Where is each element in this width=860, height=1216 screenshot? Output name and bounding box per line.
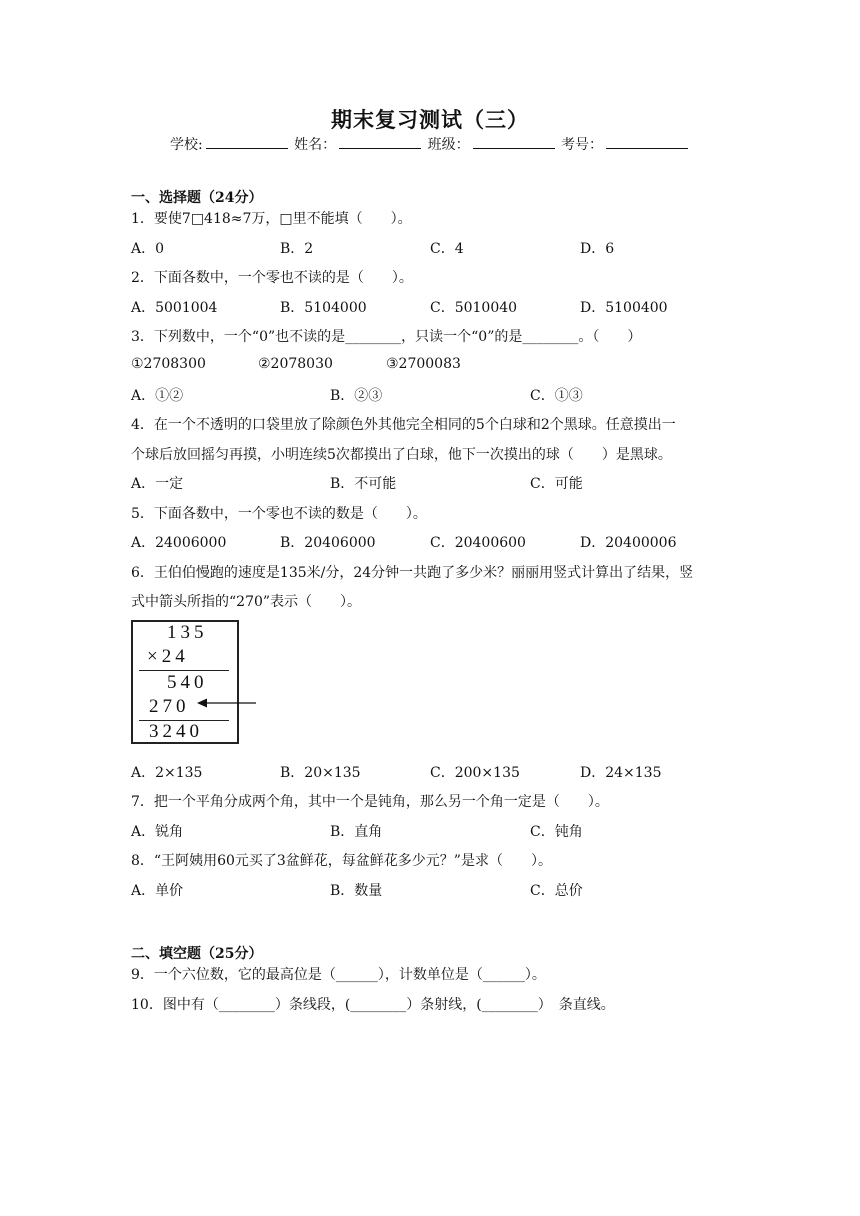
question-3-option-b[interactable]: B．②③ xyxy=(330,388,383,404)
question-7-option-c[interactable]: C．钝角 xyxy=(530,824,583,840)
question-3-option-c[interactable]: C．①③ xyxy=(530,388,583,404)
exam-number-label: 考号： xyxy=(561,137,604,153)
question-5-option-d[interactable]: D．20400006 xyxy=(580,535,677,551)
question-4-option-a[interactable]: A．一定 xyxy=(131,476,184,492)
calc-partial-product-2: 270 xyxy=(149,696,190,717)
arrow-icon xyxy=(196,695,258,711)
question-8-stem: 8．“王阿姨用60元买了3盆鲜花，每盆鲜花多少元？”是求（ ）。 xyxy=(131,853,552,869)
question-5-option-b[interactable]: B．20406000 xyxy=(280,535,376,551)
question-2-option-b[interactable]: B．5104000 xyxy=(280,300,367,316)
section-fill-title: 二、填空题（25分） xyxy=(131,946,263,962)
page-title: 期末复习测试（三） xyxy=(331,107,529,132)
student-info-row xyxy=(0,134,860,154)
name-label: 姓名： xyxy=(294,137,337,153)
question-1-option-d[interactable]: D．6 xyxy=(580,241,615,257)
question-8-option-c[interactable]: C．总价 xyxy=(530,883,583,899)
question-8-option-b[interactable]: B．数量 xyxy=(330,883,383,899)
question-2-option-c[interactable]: C．5010040 xyxy=(430,300,518,316)
question-3-stem: 3．下列数中，一个“0”也不读的是________，只读一个“0”的是________。（ ） xyxy=(131,329,642,345)
question-3-number-3: ③2700083 xyxy=(386,356,461,372)
question-2-option-a[interactable]: A．5001004 xyxy=(131,300,218,316)
question-5-option-a[interactable]: A．24006000 xyxy=(131,535,227,551)
question-7-option-b[interactable]: B．直角 xyxy=(330,824,383,840)
question-5-option-c[interactable]: C．20400600 xyxy=(430,535,526,551)
section-choice-title: 一、选择题（24分） xyxy=(131,190,263,206)
question-7-option-a[interactable]: A．锐角 xyxy=(131,824,184,840)
question-1-option-a[interactable]: A．0 xyxy=(131,241,165,257)
exam-number-blank[interactable] xyxy=(606,136,688,149)
question-3-number-1: ①2708300 xyxy=(131,356,206,372)
question-1-stem: 1．要使7□418≈7万，□里不能填（ ）。 xyxy=(131,211,412,227)
vertical-multiplication-figure xyxy=(131,620,239,744)
name-blank[interactable] xyxy=(339,136,421,149)
question-3-option-a[interactable]: A．①② xyxy=(131,388,184,404)
calc-multiplicand: 135 xyxy=(167,622,208,643)
question-10-stem: 10．图中有（________）条线段，(________）条射线，(________） 条直线。 xyxy=(131,997,615,1013)
question-1-option-c[interactable]: C．4 xyxy=(430,241,464,257)
question-4-stem-line-1: 4．在一个不透明的口袋里放了除颜色外其他完全相同的5个白球和2个黑球。任意摸出一 xyxy=(131,417,676,433)
question-6-option-c[interactable]: C．200×135 xyxy=(430,765,520,781)
question-3-number-2: ②2078030 xyxy=(258,356,333,372)
question-1-option-b[interactable]: B．2 xyxy=(280,241,314,257)
question-2-option-d[interactable]: D．5100400 xyxy=(580,300,668,316)
question-4-option-b[interactable]: B．不可能 xyxy=(330,476,397,492)
question-6-option-b[interactable]: B．20×135 xyxy=(280,765,361,781)
school-blank[interactable] xyxy=(206,136,288,149)
class-label: 班级： xyxy=(427,137,470,153)
calc-product: 3240 xyxy=(149,721,203,742)
question-2-stem: 2．下面各数中，一个零也不读的是（ ）。 xyxy=(131,270,413,286)
class-blank[interactable] xyxy=(473,136,555,149)
question-7-stem: 7．把一个平角分成两个角，其中一个是钝角，那么另一个角一定是（ ）。 xyxy=(131,794,609,810)
calc-rule-top xyxy=(139,670,229,671)
question-5-stem: 5．下面各数中，一个零也不读的数是（ ）。 xyxy=(131,506,427,522)
question-4-option-c[interactable]: C．可能 xyxy=(530,476,583,492)
calc-multiplier: ×24 xyxy=(147,646,189,667)
calc-partial-product-1: 540 xyxy=(167,672,208,693)
question-6-stem-line-1: 6．王伯伯慢跑的速度是135米/分，24分钟一共跑了多少米？丽丽用竖式计算出了结果，竖 xyxy=(131,565,694,581)
question-6-stem-line-2: 式中箭头所指的“270”表示（ ）。 xyxy=(131,594,362,610)
question-6-option-d[interactable]: D．24×135 xyxy=(580,765,662,781)
question-6-option-a[interactable]: A．2×135 xyxy=(131,765,203,781)
question-4-stem-line-2: 个球后放回摇匀再摸，小明连续5次都摸出了白球，他下一次摸出的球（ ）是黑球。 xyxy=(131,447,672,463)
school-label: 学校: xyxy=(169,137,203,153)
question-8-option-a[interactable]: A．单价 xyxy=(131,883,184,899)
question-9-stem: 9．一个六位数，它的最高位是（______），计数单位是（______）。 xyxy=(131,967,546,983)
